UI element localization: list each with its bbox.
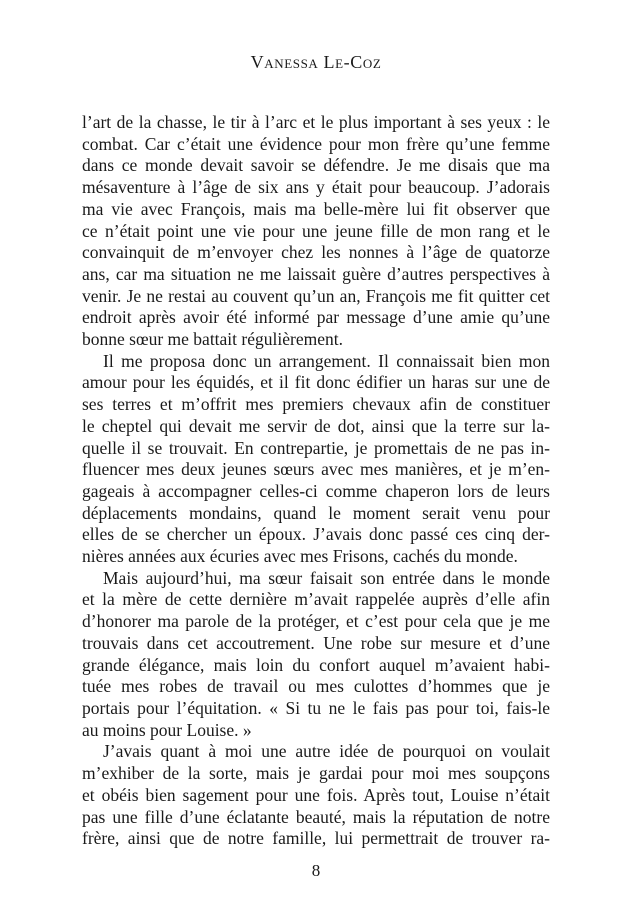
text-line: convainquit de m’envoyer chez les nonnes à l’âge de quatorze — [82, 242, 550, 263]
text-line: trouvais dans cet accoutrement. Une robe sur mesure et d’une — [82, 632, 550, 653]
text-line: frère, ainsi que de notre famille, lui permettrait de trouver ra- — [82, 828, 550, 849]
text-line: l’art de la chasse, le tir à l’arc et le plus important à ses yeux : le — [82, 112, 550, 132]
text-line: nières années aux écuries avec mes Frisons, cachés du monde. — [82, 546, 518, 567]
text-line: déplacements mondains, quand le moment serait venu pour — [82, 502, 550, 523]
text-line: ce n’était point une vie pour une jeune fille de mon rang et le — [82, 220, 550, 241]
text-line: ses terres et m’offrit mes premiers chevaux afin de constituer — [82, 394, 550, 415]
text-line: combat. Car c’était une évidence pour mon frère qu’une femme — [82, 133, 550, 154]
text-line: m’exhiber de la sorte, mais je gardai pour moi mes soupçons — [82, 763, 550, 784]
text-line: ma vie avec François, mais ma belle-mère lui fit observer que — [82, 198, 550, 219]
text-line: et obéis bien sagement pour une fois. Après tout, Louise n’était — [82, 784, 550, 805]
text-line: pas une fille d’une éclatante beauté, mais la réputation de notre — [82, 806, 550, 827]
page-body — [82, 112, 550, 850]
text-line: fluencer mes deux jeunes sœurs avec mes manières, et je m’en- — [82, 459, 550, 480]
text-line: gageais à accompagner celles-ci comme chaperon lors de leurs — [82, 480, 550, 501]
text-line: d’honorer ma parole de la protéger, et c’est pour cela que je me — [82, 611, 550, 632]
text-line: grande élégance, mais loin du confort auquel m’avaient habi- — [82, 654, 550, 675]
paragraph — [82, 112, 550, 351]
paragraph — [82, 741, 550, 850]
text-line: quelle il se trouvait. En contrepartie, je promettais de ne pas in- — [82, 437, 550, 458]
text-line: tuée mes robes de travail ou mes culottes d’hommes que je — [82, 676, 550, 697]
paragraph — [82, 568, 550, 742]
text-line: Mais aujourd’hui, ma sœur faisait son entrée dans le monde — [103, 567, 550, 588]
text-line: amour pour les équidés, et il fit donc édifier un haras sur une de — [82, 372, 550, 393]
text-line: au moins pour Louise. » — [82, 719, 252, 740]
text-line: dans ce monde devait savoir se défendre. Je me disais que ma — [82, 155, 550, 176]
text-line: elles de se chercher un époux. J’avais donc passé ces cinq der- — [82, 524, 550, 545]
text-line: portais pour l’équitation. « Si tu ne le fais pas pour toi, fais-le — [82, 697, 550, 718]
running-header: Vanessa Le-Coz — [250, 52, 382, 72]
text-line: Il me proposa donc un arrangement. Il connaissait bien mon — [103, 350, 550, 371]
text-line: le cheptel qui devait me servir de dot, ainsi que la terre sur la- — [82, 415, 550, 436]
text-line: venir. Je ne restai au couvent qu’un an, François me fit quitter cet — [82, 285, 550, 306]
paragraph — [82, 351, 550, 568]
text-line: J’avais quant à moi une autre idée de pourquoi on voulait — [103, 741, 550, 762]
text-line: bonne sœur me battait régulièrement. — [82, 329, 343, 350]
text-line: ans, car ma situation ne me laissait guère d’autres perspectives à — [82, 263, 550, 284]
text-line: endroit après avoir été informé par message d’une amie qu’une — [82, 307, 550, 328]
page-number: 8 — [311, 861, 321, 880]
text-line: mésaventure à l’âge de six ans y était pour beaucoup. J’adorais — [82, 177, 550, 198]
text-line: et la mère de cette dernière m’avait rappelée auprès d’elle afin — [82, 589, 550, 610]
